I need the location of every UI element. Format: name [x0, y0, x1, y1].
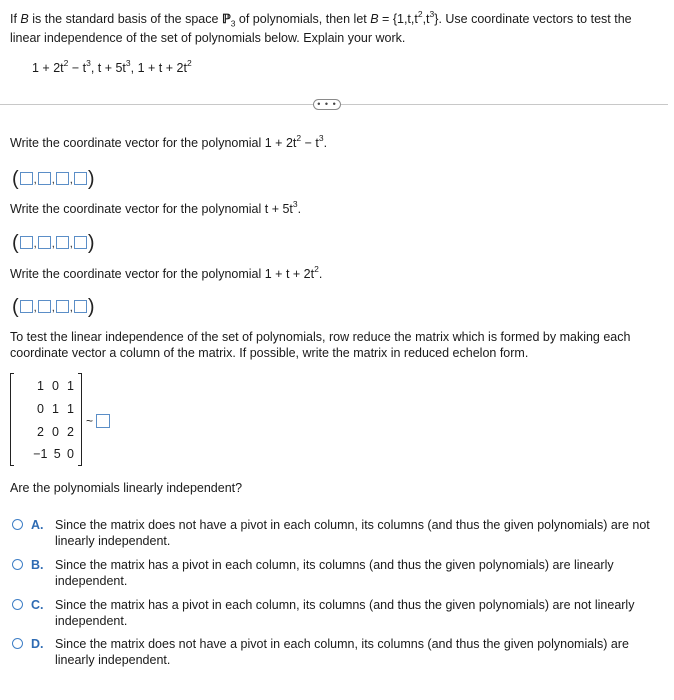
comma: ,	[51, 174, 55, 186]
coordinate-vector-3	[12, 296, 95, 317]
coordinate-vector-2	[12, 232, 95, 253]
coordinate-vector-1	[12, 168, 95, 189]
poly-text: , 1 + t + 2t	[130, 61, 187, 75]
matrix-cell: 0	[67, 447, 74, 461]
matrix-row	[28, 447, 74, 461]
exponent: 2	[63, 57, 69, 68]
option-text: Since the matrix does not have a pivot in each column, its columns (and thus the given polynomials) are not linearly independent.	[55, 518, 650, 548]
matrix-cell: −1	[33, 447, 48, 461]
prompt-text: .	[323, 136, 328, 150]
intro-text: of polynomials, then let	[235, 12, 371, 26]
radio-button[interactable]	[12, 599, 23, 610]
poly-text: , t + 5t	[90, 61, 126, 75]
option-d[interactable]	[12, 636, 657, 668]
polynomial-space-symbol: ℙ	[221, 12, 231, 26]
open-paren: (	[12, 231, 19, 254]
vector-2-entry-2[interactable]	[38, 236, 51, 249]
matrix-cell: 1	[52, 402, 59, 416]
option-b[interactable]	[12, 557, 657, 589]
option-text: Since the matrix has a pivot in each column, its columns (and thus the given polynomials) are not linearly independent.	[55, 598, 635, 628]
exponent: 3	[429, 8, 435, 19]
comma: ,	[33, 238, 37, 250]
poly-text: 1 + 2t	[32, 61, 64, 75]
exponent: 2	[417, 8, 423, 19]
matrix-cell: 1	[67, 379, 74, 393]
open-paren: (	[12, 167, 19, 190]
comma: ,	[69, 238, 73, 250]
problem-statement	[10, 10, 660, 48]
option-text: Since the matrix has a pivot in each column, its columns (and thus the given polynomials) are linearly independent.	[55, 558, 614, 588]
prompt-text: − t	[301, 136, 319, 150]
basis-symbol: B	[20, 12, 29, 26]
radio-button[interactable]	[12, 638, 23, 649]
prompt-text: .	[318, 267, 323, 281]
exponent: 3	[86, 57, 91, 68]
option-letter: D.	[31, 637, 44, 651]
exponent: 2	[186, 57, 192, 68]
vector-2-entry-4[interactable]	[74, 236, 87, 249]
vector-3-entry-4[interactable]	[74, 300, 87, 313]
matrix-row	[28, 402, 74, 416]
coefficient-matrix	[10, 373, 82, 466]
option-letter: B.	[31, 558, 44, 572]
polynomial-set	[32, 57, 192, 75]
vector-2-entry-1[interactable]	[20, 236, 33, 249]
intro-text: }. Use coordinate vectors to test the linear independence of the set of polynomials below. Explain your work.	[10, 12, 632, 45]
vector-1-entry-3[interactable]	[56, 172, 69, 185]
close-paren: )	[87, 231, 95, 254]
exponent: 2	[296, 132, 302, 143]
option-letter: A.	[31, 518, 44, 532]
matrix-cell: 0	[37, 402, 44, 416]
expand-more-button[interactable]: • • •	[313, 99, 341, 110]
open-paren: (	[12, 295, 19, 318]
prompt-text: Write the coordinate vector for the polynomial t + 5t	[10, 202, 293, 216]
row-reduce-instructions: To test the linear independence of the set of polynomials, row reduce the matrix which is formed by making each coordinate vector a column of the matrix. If possible, write the matrix in reduced echelon form.	[10, 330, 631, 360]
comma: ,	[33, 302, 37, 314]
option-c[interactable]	[12, 597, 657, 629]
close-paren: )	[87, 167, 95, 190]
prompt-text: Write the coordinate vector for the polynomial 1 + 2t	[10, 136, 297, 150]
exponent: 2	[314, 263, 319, 274]
matrix-cell: 0	[52, 379, 59, 393]
matrix-cell: 1	[37, 379, 44, 393]
matrix-row	[28, 425, 74, 439]
intro-text: = {1,t,t	[378, 12, 418, 26]
vector-1-entry-1[interactable]	[20, 172, 33, 185]
vector-2-entry-3[interactable]	[56, 236, 69, 249]
matrix-cell: 5	[53, 447, 61, 461]
reduced-matrix-input[interactable]	[96, 414, 110, 428]
vector-prompt-2	[10, 198, 302, 216]
poly-text: − t	[68, 61, 87, 75]
prompt-text: Write the coordinate vector for the polynomial 1 + t + 2t	[10, 267, 315, 281]
matrix-cell: 2	[67, 425, 74, 439]
comma: ,	[51, 238, 55, 250]
prompt-text: .	[297, 202, 302, 216]
vector-3-entry-2[interactable]	[38, 300, 51, 313]
option-text: Since the matrix does not have a pivot in each column, its columns (and thus the given polynomials) are linearly independent.	[55, 637, 629, 667]
vector-3-entry-3[interactable]	[56, 300, 69, 313]
matrix-cell: 1	[67, 402, 74, 416]
matrix-right-bracket	[78, 373, 82, 466]
vector-prompt-1	[10, 132, 328, 150]
row-equivalent-symbol: ~	[86, 414, 94, 428]
matrix-left-bracket	[10, 373, 14, 466]
matrix-cell: 2	[37, 425, 44, 439]
comma: ,	[69, 174, 73, 186]
exponent: 3	[292, 198, 298, 209]
matrix-cell: 0	[52, 425, 59, 439]
vector-1-entry-4[interactable]	[74, 172, 87, 185]
intro-text: If	[10, 12, 21, 26]
basis-symbol: B	[370, 12, 379, 26]
comma: ,	[51, 302, 55, 314]
vector-prompt-3	[10, 263, 323, 281]
intro-text: is the standard basis of the space	[28, 12, 222, 26]
exponent: 3	[318, 132, 324, 143]
matrix-row	[28, 379, 74, 393]
space-subscript: 3	[230, 18, 236, 29]
close-paren: )	[87, 295, 95, 318]
comma: ,	[33, 174, 37, 186]
option-a[interactable]	[12, 517, 657, 549]
option-letter: C.	[31, 598, 44, 612]
comma: ,	[69, 302, 73, 314]
exponent: 3	[125, 57, 131, 68]
question-text: Are the polynomials linearly independent?	[10, 481, 243, 495]
vector-3-entry-1[interactable]	[20, 300, 33, 313]
radio-button[interactable]	[12, 519, 23, 530]
intro-text: ,t	[422, 12, 430, 26]
radio-button[interactable]	[12, 559, 23, 570]
vector-1-entry-2[interactable]	[38, 172, 51, 185]
